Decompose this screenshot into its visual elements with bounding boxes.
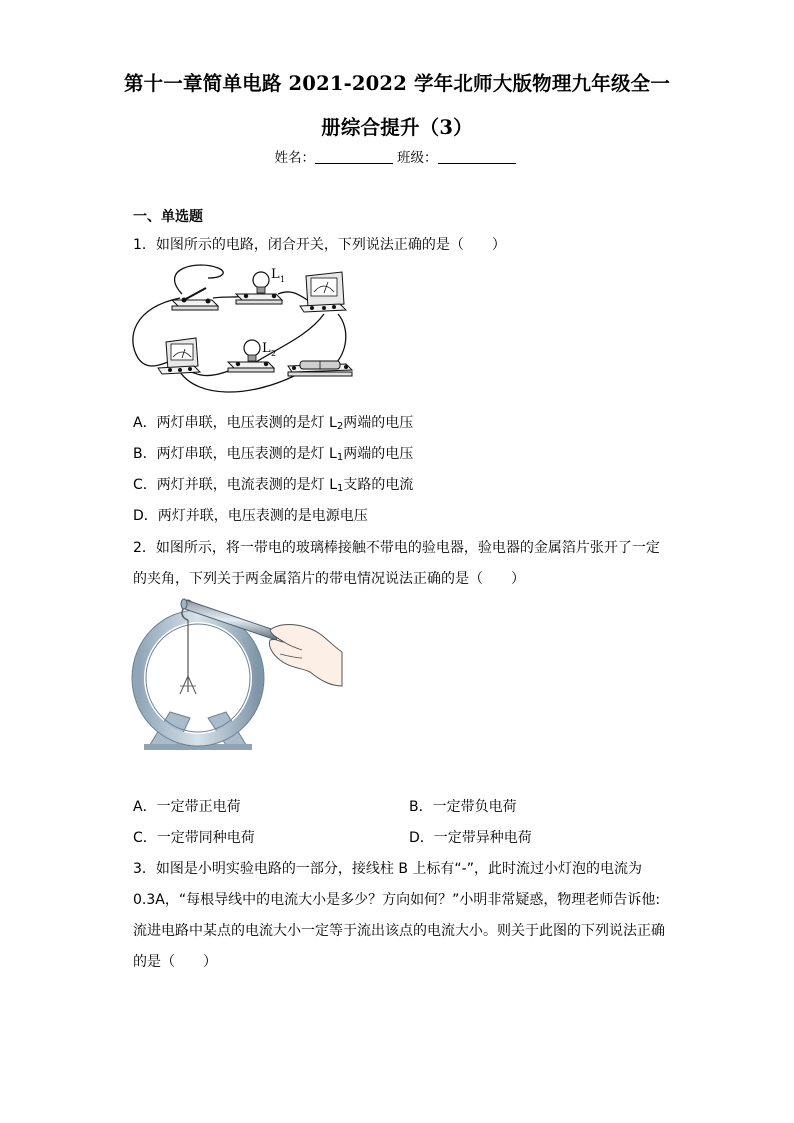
battery-icon [288,361,352,376]
q3-stem-line-4: 的是（ ） [133,954,217,970]
voltmeter-icon [158,338,200,374]
lamp-l1-label: L [271,267,280,282]
section-heading: 一、单选题 [133,209,203,225]
q2-electroscope-figure [130,594,350,754]
q3-stem-line-3: 流进电路中某点的电流大小一定等于流出该点的电流大小。则关于此图的下列说法正确 [133,923,665,939]
q2-stem-line-2: 的夹角，下列关于两金属箔片的带电情况说法正确的是（ ） [133,571,525,587]
lamp-l1-subscript: 1 [280,275,286,284]
name-label: 姓名： [274,150,315,166]
name-class-line [0,146,794,166]
q3-stem-line-2: 0.3A，“每根导线中的电流大小是多少？方向如何？”小明非常疑惑，物理老师告诉他: [133,892,661,908]
name-blank[interactable] [315,149,393,164]
ammeter-icon [300,272,346,312]
q1-option-a[interactable]: A．两灯串联，电压表测的是灯 $L_2$两端的电压 [133,415,414,432]
q2-option-c[interactable]: C．一定带同种电荷 [133,830,255,846]
lamp-l2-subscript: 2 [271,349,277,358]
document-title-line-1: 第十一章简单电路 2021-2022 学年北师大版物理九年级全一 [123,72,671,95]
hand-icon [269,625,342,687]
class-blank[interactable] [438,149,516,164]
q1-stem: 1．如图所示的电路，闭合开关，下列说法正确的是（ ） [133,237,506,253]
q1-option-d[interactable]: D．两灯并联，电压表测的是电源电压 [133,508,368,524]
q2-option-d[interactable]: D．一定带异种电荷 [409,830,532,846]
q2-option-b[interactable]: B．一定带负电荷 [409,799,517,815]
q1-option-c[interactable]: C．两灯并联，电流表测的是灯 $L_1$支路的电流 [133,477,414,494]
lamp-l2-label: L [262,341,271,356]
q2-option-a[interactable]: A．一定带正电荷 [133,799,241,815]
q1-circuit-figure [128,258,360,398]
document-title-line-2: 册综合提升（3） [321,116,473,139]
q3-stem-line-1: 3．如图是小明实验电路的一部分，接线柱 B 上标有“-”，此时流过小灯泡的电流为 [133,861,642,877]
q1-option-b[interactable]: B．两灯串联，电压表测的是灯 $L_1$两端的电压 [133,446,414,463]
q2-stem-line-1: 2．如图所示，将一带电的玻璃棒接触不带电的验电器，验电器的金属箔片张开了一定 [133,540,660,556]
class-label: 班级： [397,150,438,166]
